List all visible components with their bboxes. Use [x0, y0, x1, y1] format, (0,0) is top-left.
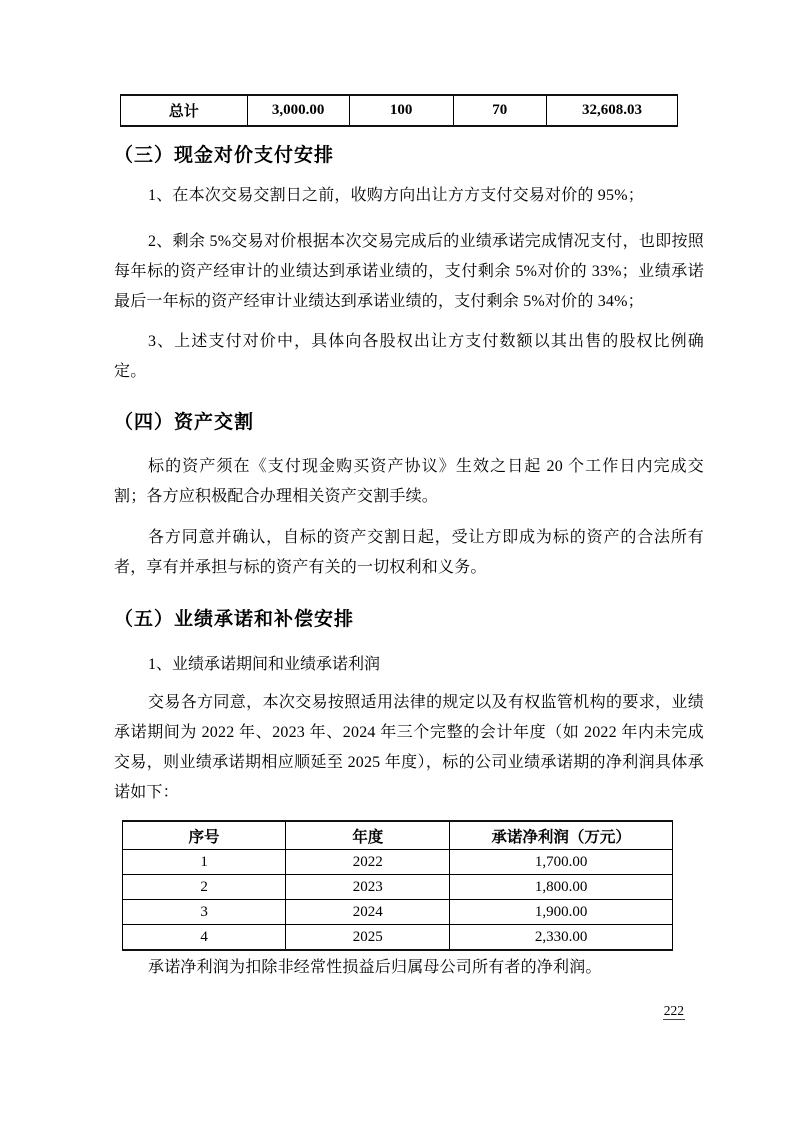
table-cell: 2023 — [286, 875, 450, 900]
paragraph: 1、在本次交易交割日之前，收购方向出让方方支付交易对价的 95%； — [148, 187, 644, 204]
table-cell: 2024 — [286, 900, 450, 925]
section-heading-cash-payment: （三）现金对价支付安排 — [114, 145, 335, 166]
table-cell: 1,700.00 — [450, 850, 673, 875]
paragraph: 承诺净利润为扣除非经常性损益后归属母公司所有者的净利润。 — [148, 959, 602, 976]
section-heading-asset-delivery: （四）资产交割 — [114, 412, 255, 433]
summary-value-4: 32,608.03 — [547, 95, 678, 126]
table-cell: 1,800.00 — [450, 875, 673, 900]
table-row — [123, 850, 673, 875]
table-cell: 4 — [123, 925, 286, 951]
table-cell: 1,900.00 — [450, 900, 673, 925]
table-row — [121, 95, 678, 126]
table-row — [123, 925, 673, 951]
paragraph: 标的资产须在《支付现金购买资产协议》生效之日起 20 个工作日内完成交割；各方应积极配合办理相关资产交割手续。 — [114, 458, 704, 505]
table-header-cell: 年度 — [286, 821, 450, 850]
table-cell: 2 — [123, 875, 286, 900]
summary-value-2: 100 — [349, 95, 453, 126]
section-heading-performance-commitment: （五）业绩承诺和补偿安排 — [114, 609, 355, 630]
table-cell: 3 — [123, 900, 286, 925]
paragraph: 3、上述支付对价中，具体向各股权出让方支付数额以其出售的股权比例确定。 — [114, 333, 704, 380]
table-header-row — [123, 821, 673, 850]
table-header-cell: 承诺净利润（万元） — [450, 821, 673, 850]
total-summary-table — [120, 94, 678, 127]
paragraph: 2、剩余 5%交易对价根据本次交易完成后的业绩承诺完成情况支付，也即按照每年标的资产经审计的业绩达到承诺业绩的，支付剩余 5%对价的 33%；业绩承诺最后一年标的资产经审计业绩达到承诺业绩的，支付剩余 5%对价的 34%； — [114, 233, 704, 310]
summary-total-label: 总计 — [121, 95, 248, 126]
table-cell: 2025 — [286, 925, 450, 951]
table-cell: 2,330.00 — [450, 925, 673, 951]
paragraph: 交易各方同意，本次交易按照适用法律的规定以及有权监管机构的要求，业绩承诺期间为 2022 年、2023 年、2024 年三个完整的会计年度（如 2022 年内未完成交易，则业绩承诺期相应顺延至 2025 年度），标的公司业绩承诺期的净利润具体承诺如下： — [114, 694, 704, 801]
page-number: 222 — [663, 1003, 684, 1018]
profit-commitment-table — [122, 820, 673, 951]
table-row — [123, 875, 673, 900]
summary-value-3: 70 — [453, 95, 547, 126]
summary-value-1: 3,000.00 — [247, 95, 349, 126]
table-row — [123, 900, 673, 925]
subheading-commitment-period: 1、业绩承诺期间和业绩承诺利润 — [148, 656, 381, 673]
table-cell: 1 — [123, 850, 286, 875]
paragraph: 各方同意并确认，自标的资产交割日起，受让方即成为标的资产的合法所有者，享有并承担与标的资产有关的一切权利和义务。 — [114, 529, 704, 576]
table-cell: 2022 — [286, 850, 450, 875]
table-header-cell: 序号 — [123, 821, 286, 850]
